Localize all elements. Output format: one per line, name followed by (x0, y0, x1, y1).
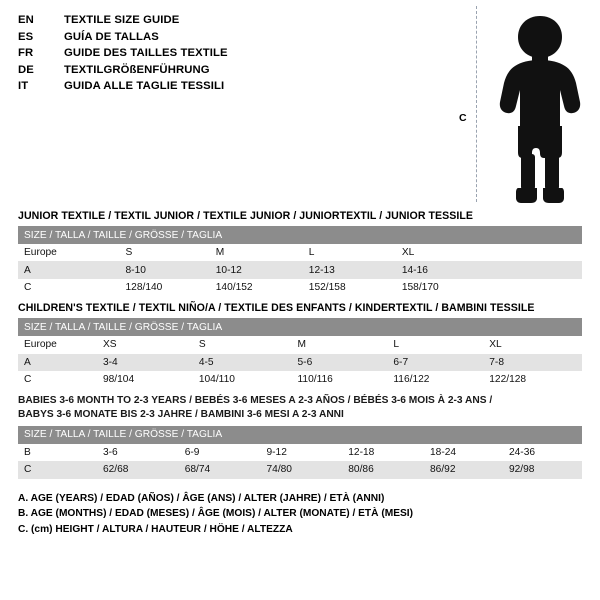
table-row (18, 244, 582, 261)
language-title: GUIDE DES TAILLES TEXTILE (64, 47, 228, 59)
height-measure-label: C (459, 112, 467, 124)
cell: 68/74 (179, 461, 261, 478)
row-label: C (18, 279, 120, 296)
legend-item-b: B. AGE (MONTHS) / EDAD (MESES) / ÂGE (MOIS) / ALTER (MONATE) / ETÀ (MESI) (18, 508, 414, 520)
cell: 152/158 (303, 279, 396, 296)
legend-item-a: A. AGE (YEARS) / EDAD (AÑOS) / ÂGE (ANS) / ALTER (JAHRE) / ETÀ (ANNI) (18, 492, 385, 504)
table-row (18, 461, 582, 478)
language-code: ES (18, 30, 34, 43)
cell: 86/92 (424, 461, 503, 478)
cell: L (303, 244, 396, 261)
cell: 6-9 (179, 444, 261, 461)
cell: XL (396, 244, 489, 261)
row-label: Europe (18, 336, 97, 353)
cell: 104/110 (193, 371, 292, 388)
cell: 74/80 (260, 461, 342, 478)
table-row (18, 354, 582, 371)
cell: 14-16 (396, 261, 489, 278)
cell: 9-12 (260, 444, 342, 461)
table-band-header (18, 318, 582, 336)
cell: 110/116 (292, 371, 388, 388)
cell: 122/128 (483, 371, 582, 388)
table-band-header (18, 226, 582, 244)
cell: 7-8 (483, 354, 582, 371)
row-label: B (18, 444, 97, 461)
row-label: C (18, 461, 97, 478)
language-row (18, 31, 228, 48)
table-row (18, 261, 582, 278)
row-label: A (18, 354, 97, 371)
cell: 6-7 (387, 354, 483, 371)
cell: 116/122 (387, 371, 483, 388)
language-code: IT (18, 80, 29, 92)
cell: L (387, 336, 483, 353)
size-table-junior (18, 226, 582, 296)
section-title: JUNIOR TEXTILE / TEXTIL JUNIOR / TEXTILE JUNIOR / JUNIORTEXTIL / JUNIOR TESSILE (18, 210, 474, 222)
section-note-line-1: BABIES 3-6 MONTH TO 2-3 YEARS / BEBÉS 3-6 MESES A 2-3 AÑOS / BÉBÉS 3-6 MOIS À 2-3 ANS / (18, 395, 493, 407)
language-code: EN (18, 14, 34, 26)
section-junior-textile (18, 210, 582, 296)
language-row (18, 64, 228, 81)
cell: 8-10 (120, 261, 210, 278)
cell: S (193, 336, 292, 353)
cell (489, 244, 582, 261)
section-childrens-textile (18, 302, 582, 388)
cell: M (210, 244, 303, 261)
legend (18, 491, 582, 538)
size-table-babies (18, 426, 582, 479)
cell: 5-6 (292, 354, 388, 371)
table-row (18, 279, 582, 296)
band-label: SIZE / TALLA / TAILLE / GRÖSSE / TAGLIA (18, 318, 582, 336)
table-row (18, 444, 582, 461)
language-title-list (18, 14, 228, 97)
language-row (18, 14, 228, 31)
row-label: A (18, 261, 120, 278)
section-note (18, 394, 582, 422)
cell: 24-36 (503, 444, 582, 461)
child-figure-area (440, 6, 590, 206)
cell: 3-6 (97, 444, 179, 461)
language-row (18, 47, 228, 64)
table-row (18, 336, 582, 353)
section-note-line-2: BABYS 3-6 MONATE BIS 2-3 JAHRE / BAMBINI 3-6 MESI A 2-3 ANNI (18, 409, 344, 421)
cell: 92/98 (503, 461, 582, 478)
cell: 62/68 (97, 461, 179, 478)
cell: 98/104 (97, 371, 193, 388)
language-row (18, 80, 228, 97)
language-title: TEXTILE SIZE GUIDE (64, 14, 180, 26)
language-title: GUÍA DE TALLAS (64, 30, 159, 43)
cell: S (120, 244, 210, 261)
section-babies-textile (18, 394, 582, 478)
band-label: SIZE / TALLA / TAILLE / GRÖSSE / TAGLIA (18, 426, 582, 444)
table-row (18, 371, 582, 388)
section-title: CHILDREN'S TEXTILE / TEXTIL NIÑO/A / TEXTILE DES ENFANTS / KINDERTEXTIL / BAMBINI TESSILE (18, 302, 535, 315)
cell: 128/140 (120, 279, 210, 296)
cell: 10-12 (210, 261, 303, 278)
cell: 4-5 (193, 354, 292, 371)
cell: 140/152 (210, 279, 303, 296)
language-title: GUIDA ALLE TAGLIE TESSILI (64, 80, 225, 92)
cell: 3-4 (97, 354, 193, 371)
row-label: C (18, 371, 97, 388)
table-band-header (18, 426, 582, 444)
header (18, 14, 582, 204)
row-label: Europe (18, 244, 120, 261)
cell: M (292, 336, 388, 353)
cell: 158/170 (396, 279, 489, 296)
cell: XS (97, 336, 193, 353)
height-measure-line (476, 6, 477, 202)
language-title: TEXTILGRÖßENFÜHRUNG (64, 63, 210, 76)
legend-item-c: C. (cm) HEIGHT / ALTURA / HAUTEUR / HÖHE / ALTEZZA (18, 524, 293, 536)
language-code: FR (18, 47, 34, 59)
language-code: DE (18, 63, 34, 76)
size-table-children (18, 318, 582, 388)
cell (489, 261, 582, 278)
cell (489, 279, 582, 296)
cell: 18-24 (424, 444, 503, 461)
cell: 12-13 (303, 261, 396, 278)
band-label: SIZE / TALLA / TAILLE / GRÖSSE / TAGLIA (18, 226, 582, 244)
cell: XL (483, 336, 582, 353)
toddler-silhouette-icon (488, 14, 592, 206)
cell: 80/86 (342, 461, 424, 478)
cell: 12-18 (342, 444, 424, 461)
